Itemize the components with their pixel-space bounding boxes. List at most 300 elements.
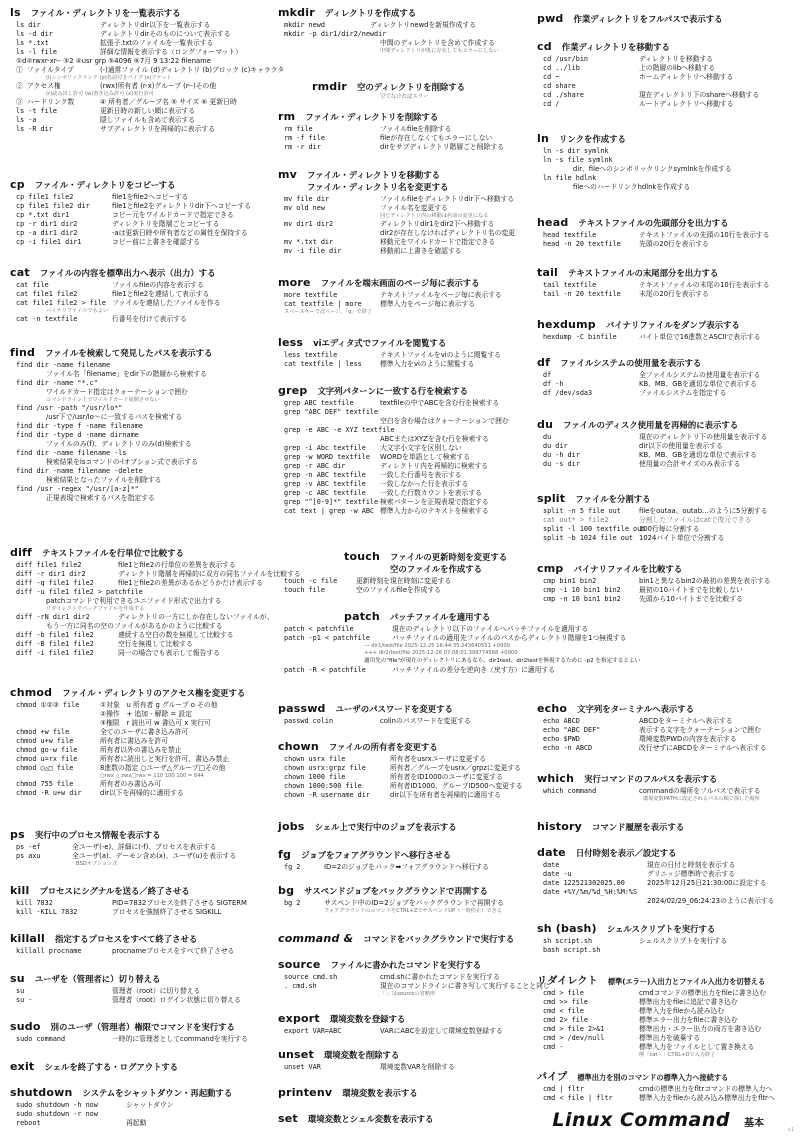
command-description: 現在のコマンドラインに書き写して実行することと同じ [380, 982, 550, 990]
command-example: cd share [543, 82, 576, 90]
command-row [10, 843, 272, 852]
command-description-line: /usr下で/usr/lo〜に一致するパスを検索する [46, 413, 183, 421]
command-row [10, 1101, 272, 1110]
section-rmdir [278, 80, 530, 100]
command-name: passwd [278, 702, 326, 715]
command-example: echo $PWD [543, 735, 580, 743]
command-row [537, 380, 795, 389]
command-note: 中間ディレクトリが既に存在してもエラーにしない [380, 48, 499, 54]
command-example: cmp -n 10 bin1 bin2 [543, 595, 621, 603]
command-description: 環境変数PWDの内容を表示する [639, 735, 737, 743]
command-description: コピー前に上書きを確認する [112, 238, 201, 246]
command-description: 管理者（root）に切り替える [112, 987, 201, 995]
command-description: (-)通常ファイル (d)ディレクトリ (b)ブロック (c)キャラクタ [100, 66, 285, 74]
section-title-2: 空のファイルを作成する [390, 564, 482, 574]
command-example: du [543, 433, 552, 441]
command-description: 一致した行番号を表示する [380, 471, 462, 479]
command-row [278, 351, 530, 360]
command-example: cmd > file [543, 989, 584, 997]
command-name: pwd [537, 12, 564, 25]
section-title: ファイルに書かれたコマンドを実行する [330, 960, 482, 970]
command-description: ファイルfileの内容を表示する [112, 281, 204, 289]
command-note: BSDオプション式 [76, 861, 118, 867]
section-title: テキストファイルの先頭部分を出力する [578, 218, 729, 228]
command-row [10, 780, 272, 789]
command-example: chown -R username dir [284, 791, 370, 799]
command-example: chmod go-w file [16, 746, 78, 754]
command-example: split -b 1024 file out [543, 534, 634, 542]
command-example: du dir [543, 442, 568, 450]
section-more [278, 276, 530, 316]
section-title: ファイルを端末画面のページ毎に表示する [320, 278, 480, 288]
command-description: KB、MB、GBを適切な単位で表示する [639, 451, 757, 459]
command-example: diff -i file1 file2 [16, 649, 94, 657]
command-description: 同一の場合でも表示して報告する [118, 649, 220, 657]
command-name: chown [278, 740, 319, 753]
command-description: ディレクトリdir1をdir2下へ移動する [380, 220, 495, 228]
command-row [278, 238, 530, 247]
command-row [278, 220, 530, 229]
section-title: ファイルを分割する [575, 494, 651, 504]
command-row [10, 467, 272, 476]
command-example: du -s dir [543, 460, 580, 468]
section-set [278, 1112, 530, 1127]
command-row [278, 125, 530, 134]
command-note: +++ dir2/test/file 2025-12-26 07:08:01.399774568 +0900 [364, 650, 518, 656]
section-title: ファイル・ディレクトリを一覧表示する [30, 8, 181, 18]
command-description: file1とfile2の差異があるかどうかだけ表示する [118, 579, 263, 587]
command-description-line: ABCまたはXYZを含む行を検索する [380, 435, 489, 443]
command-row [10, 431, 272, 440]
command-row [537, 726, 795, 735]
section-mv [278, 168, 530, 256]
command-description: textfileの中でABCを含む行を検索する [380, 399, 500, 407]
section-header [10, 266, 272, 279]
command-note: リダイレクトでパッチファイルを作成する [46, 606, 145, 612]
command-row [537, 147, 795, 156]
command-row [10, 947, 272, 956]
command-name: head [537, 216, 569, 229]
command-example: date 122521302025.00 [543, 879, 625, 887]
command-name: fg [278, 848, 292, 861]
section-title: 環境変数を削除する [323, 1050, 400, 1060]
command-example: ls -l file [16, 48, 57, 56]
command-example: cat file1 file2 [16, 290, 78, 298]
section-header [537, 562, 795, 575]
section-cat [10, 266, 272, 324]
command-description-line: 検索結果となったファイルを削除する [46, 476, 162, 484]
command-example: grep -c ABC textfile [284, 489, 366, 497]
command-row [10, 290, 272, 299]
command-row [10, 561, 272, 570]
section-chown [278, 740, 530, 800]
command-example: mkdir -p dir1/dir2/newdir [284, 30, 387, 38]
section-ps [10, 828, 272, 868]
command-row [278, 471, 530, 480]
command-row [10, 116, 272, 125]
command-description: 空のファイルfileを作成する [356, 586, 441, 594]
command-example: cp file1 file2 [16, 193, 74, 201]
command-row [278, 666, 555, 675]
brand-title: Linux Command [552, 1109, 730, 1131]
section-title: パッチファイルを適用する [389, 612, 491, 622]
command-description: テキストファイルの先頭の10行を表示する [639, 231, 770, 239]
command-description: 標準出力をfileに追記で書き込む [639, 998, 738, 1006]
command-row [278, 899, 530, 908]
command-example: cp file1 file2 dir [16, 202, 90, 210]
section-title: テキストファイルの末尾部分を出力する [568, 268, 719, 278]
section-header [537, 772, 795, 785]
command-example: hexdump -C binfile [543, 333, 617, 341]
command-example: df /dev/sda3 [543, 389, 593, 397]
command-example: . cmd.sh [284, 982, 317, 990]
command-example: date -u [543, 870, 572, 878]
command-example: grep -i Abc textfile [284, 444, 366, 452]
command-example: mv -i file dir [284, 247, 342, 255]
command-row [537, 1007, 795, 1016]
section-header [10, 932, 272, 945]
command-description: 先頭の20行を表示する [639, 240, 709, 248]
section-subnote: 空でなければエラー [380, 94, 429, 100]
command-example: ③ ハードリンク数 [16, 98, 75, 106]
command-row [10, 908, 272, 917]
command-description: ファイルfileを削除する [380, 125, 452, 133]
section-title: ファイルを検索して発見したパスを表示する [45, 348, 213, 358]
command-description: グリニッジ標準時で表示する [647, 870, 735, 878]
command-example: su [16, 987, 25, 995]
version-label: v1 [787, 1127, 794, 1133]
command-row [10, 48, 272, 57]
command-row [10, 1110, 272, 1119]
section-header [278, 276, 530, 289]
command-row [537, 82, 795, 91]
section-date [537, 846, 795, 906]
command-description: 所有者以外の書込みを禁止 [100, 746, 182, 754]
command-example: grep "ABC DEF" textfile [284, 408, 379, 416]
command-description: 大文字小文字を区別しない [380, 444, 462, 452]
command-name: ln [537, 132, 550, 145]
section-header [278, 1048, 530, 1061]
command-description: ディレクトリnewdを新規作成する [370, 21, 477, 29]
command-name: パイプ [537, 1072, 568, 1083]
section-header [278, 6, 530, 19]
command-example: head -n 20 textfile [543, 240, 621, 248]
section-header [537, 820, 795, 833]
section-header [278, 168, 530, 193]
command-row [10, 640, 272, 649]
command-example: ls -d dir [16, 30, 53, 38]
command-example: chmod u+w file [16, 737, 74, 745]
command-example: ln -s file symlnk [543, 156, 613, 164]
command-example: split -l 100 textfile out [543, 525, 646, 533]
command-description: ID=2のジョブをバック➡フォアグラウンドへ移行する [324, 863, 490, 871]
command-description-line: patchコマンドで利用できるユニファイド形式で出力する [46, 597, 222, 605]
section-title: 空のディレクトリを削除する [356, 82, 466, 92]
command-description: 1024バイト単位で分割する [639, 534, 725, 542]
command-example: cd ~ [543, 73, 560, 81]
command-description: ①対象 u 所有者 g グループ o その他 [100, 701, 218, 709]
command-example: chmod u=rx file [16, 755, 78, 763]
command-name: jobs [278, 820, 305, 833]
command-row [278, 586, 530, 595]
command-row [10, 193, 272, 202]
command-example: grep ABC textfile [284, 399, 354, 407]
command-row [537, 717, 795, 726]
section-pipe [537, 1068, 795, 1103]
command-description: テキストファイルの末尾の10行を表示する [639, 281, 770, 289]
command-row [278, 247, 530, 256]
command-description: パッチファイルの適用先ファイルのパスからディレクトリ階層を1つ無視する [392, 634, 627, 642]
section-jobs [278, 820, 530, 835]
section-header [10, 1020, 272, 1033]
section-header [10, 972, 272, 985]
command-example: cmd > /dev/null [543, 1034, 605, 1042]
command-row [278, 399, 530, 408]
command-row [537, 516, 795, 525]
command-row [10, 315, 272, 324]
section-title: サスペンドジョブをバックグラウンドで再開する [304, 886, 488, 896]
command-row [10, 404, 272, 413]
command-example: grep -n ABC textfile [284, 471, 366, 479]
command-row [537, 946, 795, 955]
command-example: cmp bin1 bin2 [543, 577, 597, 585]
command-name: source [278, 958, 321, 971]
command-description: 100行毎に分割する [639, 525, 700, 533]
command-row [537, 586, 795, 595]
section-cp [10, 178, 272, 247]
command-row [537, 174, 795, 183]
command-example: diff -u file1 file2 > patchfile [16, 588, 143, 596]
command-row [10, 728, 272, 737]
command-row [537, 989, 795, 998]
command-description: テキストファイルをviのように閲覧する [380, 351, 501, 359]
section-header [278, 610, 530, 623]
section-ln [537, 132, 795, 192]
command-example: ln -s dir symlnk [543, 147, 609, 155]
command-row [10, 579, 272, 588]
section-title: 文字列パターンに一致する行を検索する [317, 386, 469, 396]
command-example: grep -v ABC textfile [284, 480, 366, 488]
command-example: cp -r dir1 dir2 [16, 220, 78, 228]
command-example: diff -b file1 file2 [16, 631, 94, 639]
command-description: ルートディレクトリへ移動する [639, 100, 734, 108]
section-header [278, 884, 530, 897]
command-row [537, 1094, 795, 1103]
command-description: -aは更新日時や所有者などの属性を保持する [112, 229, 248, 237]
command-row [537, 460, 795, 469]
section-header [10, 1086, 272, 1099]
command-description: 一時的に管理者としてcommandを実行する [112, 1035, 248, 1043]
command-description: 標準入力をviのように閲覧する [380, 360, 475, 368]
command-name: chmod [10, 686, 53, 699]
section-history [537, 820, 795, 835]
section-redirect [537, 972, 795, 1059]
section-header [537, 12, 795, 25]
section-title: ディレクトリを作成する [324, 8, 417, 18]
command-name: set [278, 1112, 298, 1125]
command-example: mv *.txt dir [284, 238, 334, 246]
command-row [10, 852, 272, 861]
command-description: バイト単位で16進数とASCIIで表示する [639, 333, 761, 341]
command-row [278, 577, 530, 586]
command-example: ls dir [16, 21, 41, 29]
command-row [10, 202, 272, 211]
section-title: 作業ディレクトリをフルパスで表示する [573, 14, 723, 24]
command-example: chmod ①②③ file [16, 701, 80, 709]
section-diff [10, 546, 301, 658]
section-exit [10, 1060, 272, 1075]
command-description: cmd.shに書かれたコマンドを実行する [380, 973, 500, 981]
section-sudo [10, 1020, 272, 1044]
command-description: 再起動 [126, 1119, 147, 1127]
command-row [10, 220, 272, 229]
section-du [537, 418, 795, 469]
section-printenv [278, 1086, 530, 1101]
command-example: ps -ef [16, 843, 41, 851]
command-row [10, 449, 272, 458]
command-row [10, 379, 272, 388]
command-note: スペースキーで次ページ、「q」で終了 [284, 309, 373, 315]
command-note: 例「cat - 」CTRL+Dで入力終了 [639, 1052, 716, 1058]
command-description: ディレクトリ階層を再帰的に双方の同名ファイルを比較する [118, 570, 301, 578]
section-header [537, 318, 795, 331]
command-example: echo ABCD [543, 717, 580, 725]
command-example: chmod ○△□ file [16, 764, 74, 772]
command-description: サブディレクトリを再帰的に表示する [100, 125, 215, 133]
command-name: find [10, 346, 36, 359]
command-row [10, 1119, 272, 1128]
command-name: bg [278, 884, 295, 897]
section-chmod [10, 686, 272, 798]
command-row [10, 737, 272, 746]
command-row [10, 66, 285, 75]
command-row [10, 485, 272, 494]
command-row [278, 1027, 530, 1036]
command-description: ファイルfileをディレクトリdir下へ移動する [380, 195, 515, 203]
section-title: viエディタ式でファイルを閲覧する [313, 338, 447, 348]
command-example: cat textfile | less [284, 360, 362, 368]
command-example: cmd < file | fltr [543, 1094, 613, 1102]
section-rm [278, 110, 530, 152]
command-row [10, 987, 272, 996]
command-example: ls -t file [16, 107, 57, 115]
command-example: cat out* > file2 [543, 516, 609, 524]
command-row [537, 998, 795, 1007]
command-description-line: 適用先の"file"が現在のディレクトリにあるなら、dir1test、dir2testを無視するために -p2 を指定するとよい [364, 658, 641, 664]
command-example: df -h [543, 380, 564, 388]
command-row [537, 870, 795, 879]
command-description: 現在ディレクトリ下のshareへ移動する [639, 91, 760, 99]
command-row [10, 755, 272, 764]
command-description: file1とfile2を連結して表示する [112, 290, 210, 298]
section-title: リンクを作成する [559, 134, 626, 144]
command-row [278, 21, 530, 30]
command-name: ls [10, 6, 21, 19]
section-header [537, 132, 795, 145]
command-name: su [10, 972, 25, 985]
section-cd [537, 40, 795, 109]
section-mkdir [278, 6, 530, 55]
command-example: cat textfile | more [284, 300, 362, 308]
command-example: find dir -name filename -ls [16, 449, 127, 457]
command-example: patch < patchfile [284, 625, 354, 633]
command-example: kill -KILL 7832 [16, 908, 78, 916]
command-example: split -n 5 file out [543, 507, 621, 515]
section-title: 文字列をターミナルへ表示する [577, 704, 695, 714]
command-row [537, 735, 795, 744]
command-description: 隠しファイルも含めて表示する [100, 116, 196, 124]
command-example: grep -w WORD textfile [284, 453, 370, 461]
command-description: 全ファイルシステムの使用量を表示する [639, 371, 761, 379]
command-description: KB、MB、GBを適切な単位で表示する [639, 380, 757, 388]
command-description: ディレクトリを階層ごとコピーする [112, 220, 220, 228]
command-name: history [537, 820, 582, 833]
command-description: 標準入力からのテキストを検索する [380, 507, 489, 515]
command-example: head textfile [543, 231, 597, 239]
command-row [10, 21, 272, 30]
section-header [537, 418, 795, 431]
command-example: unset VAR [284, 1063, 321, 1071]
command-row [537, 290, 795, 299]
command-name: diff [10, 546, 33, 559]
command-name: unset [278, 1048, 314, 1061]
section-header [537, 922, 795, 935]
section-header [537, 492, 795, 505]
command-description: シャットダウン [126, 1101, 174, 1109]
section-title: 作業ディレクトリを移動する [561, 42, 670, 52]
command-row [278, 489, 530, 498]
section-header [10, 884, 272, 897]
command-row [10, 125, 272, 134]
command-row [10, 229, 272, 238]
section-echo [537, 702, 795, 753]
command-row [537, 1016, 795, 1025]
command-example: sudo command [16, 1035, 66, 1043]
command-row [278, 30, 530, 39]
section-title: 実行中のプロセス情報を表示する [34, 830, 161, 840]
section-kill [10, 884, 272, 917]
command-description: 標準入力をページ毎に表示する [380, 300, 476, 308]
command-example: mv file dir [284, 195, 330, 203]
command-name: tail [537, 266, 559, 279]
command-example: bg 2 [284, 899, 301, 907]
command-row [537, 744, 795, 753]
section-find [10, 346, 272, 503]
command-description: 所有者をusrxユーザに変更する [390, 755, 487, 763]
command-description: colinのパスワードを変更する [380, 717, 471, 725]
command-row [537, 1034, 795, 1043]
command-example: diff -q file1 file2 [16, 579, 94, 587]
command-description-line: ②操作 + 追加 - 解除 = 設定 [100, 710, 192, 718]
command-example: rm file [284, 125, 313, 133]
command-example: cmd | fltr [543, 1085, 584, 1093]
command-description: ディレクトリの一方にしか存在しないファイルが、 [118, 613, 274, 621]
command-description: PID=7832プロセスを終了させる SIGTERM [112, 899, 247, 907]
command-row [537, 371, 795, 380]
command-description: プロセスを強制終了させる SIGKILL [112, 908, 222, 916]
section-df [537, 356, 795, 398]
command-row [537, 156, 795, 165]
command-row [537, 389, 795, 398]
section-title: ファイルシステムの使用量を表示する [560, 358, 702, 368]
command-example: mkdir newd [284, 21, 325, 29]
command-description-line: fileへのハードリンクhdlnkを作成する [573, 183, 691, 191]
command-example: find /usr -path "/usr/lo*" [16, 404, 123, 412]
command-note: ○rwx △ zwx□rwx = 110 100 100 = 644 [100, 773, 204, 779]
command-example: find dir -type f -name filename [16, 422, 143, 430]
section-header [10, 828, 272, 841]
section-title: バイナリファイルを比較する [573, 564, 683, 574]
